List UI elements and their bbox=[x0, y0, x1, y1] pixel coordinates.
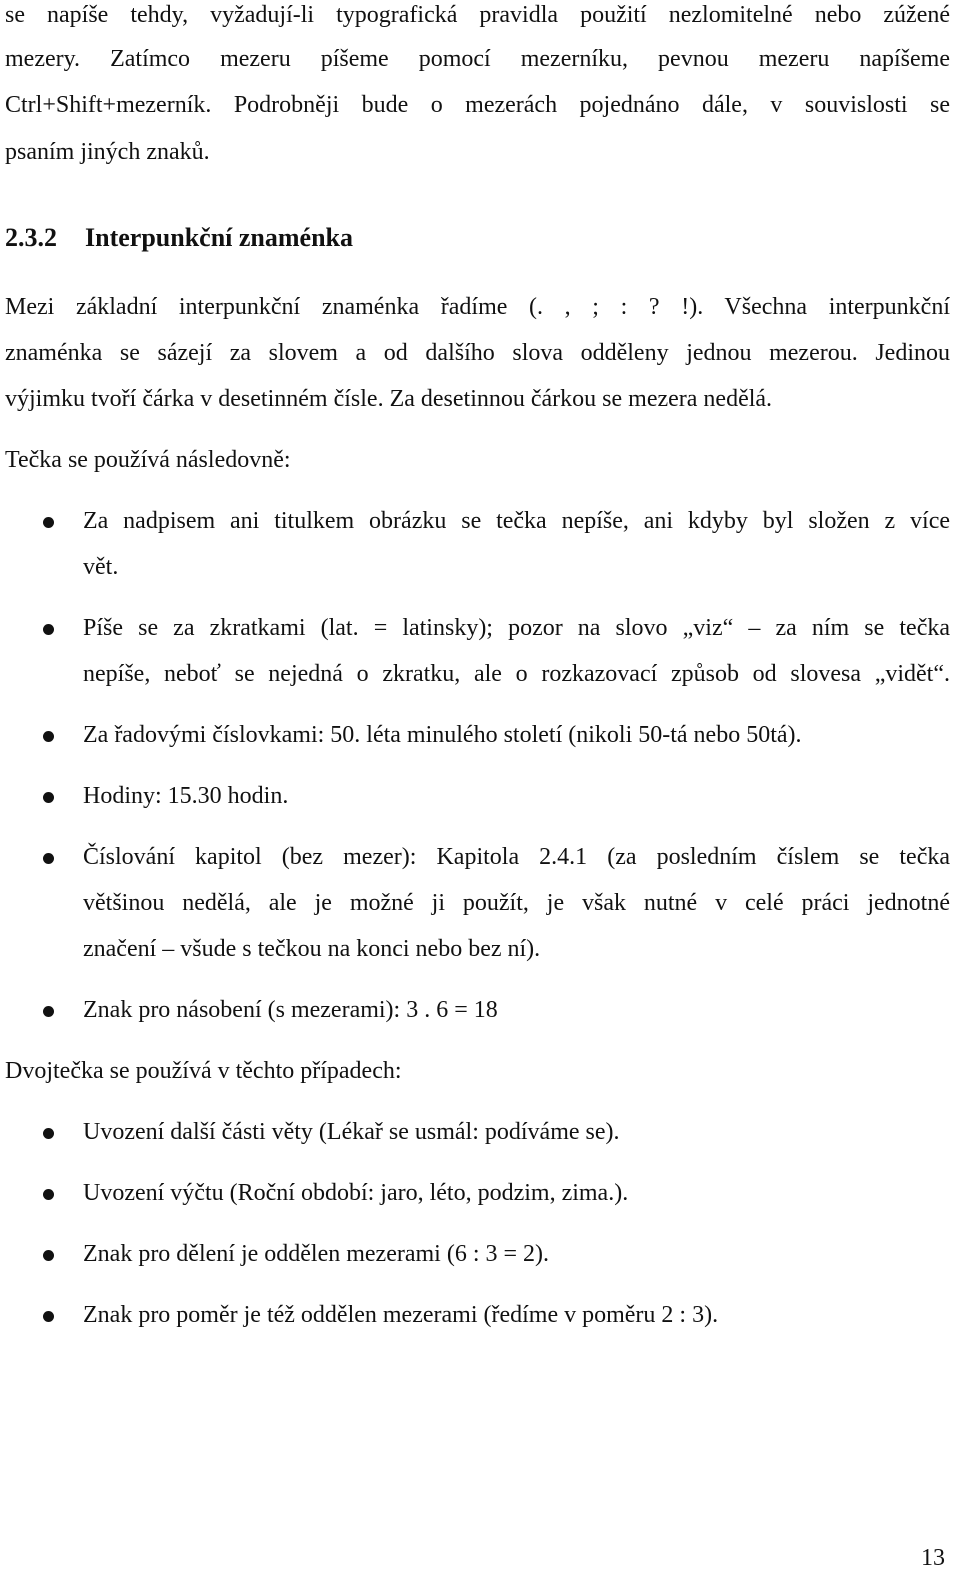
list-item-line: většinou nedělá, ale je možné ji použít, je však nutné v celé práci jednotné bbox=[83, 890, 950, 916]
paragraph-line: mezery. Zatímco mezeru píšeme pomocí mezerníku, pevnou mezeru napíšeme bbox=[5, 46, 950, 72]
paragraph-line: Mezi základní interpunkční znaménka řadíme (. , ; : ? !). Všechna interpunkční bbox=[5, 294, 950, 320]
list-item-line: vět. bbox=[83, 554, 119, 580]
list-item-line: Znak pro násobení (s mezerami): 3 . 6 = 18 bbox=[83, 997, 498, 1023]
bullet-icon bbox=[43, 517, 54, 528]
list-item-line: značení – všude s tečkou na konci nebo bez ní). bbox=[83, 936, 541, 962]
list-intro: Dvojtečka se používá v těchto případech: bbox=[5, 1058, 402, 1084]
section-number: 2.3.2 bbox=[5, 223, 57, 252]
paragraph-line: znaménka se sázejí za slovem a od dalšího slova odděleny jednou mezerou. Jedinou bbox=[5, 340, 950, 366]
bullet-icon bbox=[43, 1006, 54, 1017]
list-item-line: Znak pro poměr je též oddělen mezerami (ředíme v poměru 2 : 3). bbox=[83, 1302, 719, 1328]
list-item-line: nepíše, neboť se nejedná o zkratku, ale o rozkazovací způsob od slovesa „vidět“. bbox=[83, 661, 950, 687]
paragraph-line: se napíše tehdy, vyžadují-li typografická pravidla použití nezlomitelné nebo zúžené bbox=[5, 2, 950, 28]
paragraph-line: psaním jiných znaků. bbox=[5, 139, 210, 165]
section-heading bbox=[5, 222, 353, 254]
bullet-icon bbox=[43, 624, 54, 635]
list-item-line: Uvození výčtu (Roční období: jaro, léto, podzim, zima.). bbox=[83, 1180, 629, 1206]
list-item-line: Za řadovými číslovkami: 50. léta minulého století (nikoli 50-tá nebo 50tá). bbox=[83, 722, 802, 748]
list-intro: Tečka se používá následovně: bbox=[5, 447, 291, 473]
paragraph-line: výjimku tvoří čárka v desetinném čísle. Za desetinnou čárkou se mezera nedělá. bbox=[5, 386, 773, 412]
list-item-line: Za nadpisem ani titulkem obrázku se tečka nepíše, ani kdyby byl složen z více bbox=[83, 508, 950, 534]
bullet-icon bbox=[43, 1311, 54, 1322]
bullet-icon bbox=[43, 1189, 54, 1200]
bullet-icon bbox=[43, 1128, 54, 1139]
bullet-icon bbox=[43, 792, 54, 803]
page-number: 13 bbox=[921, 1545, 945, 1571]
paragraph-line: Ctrl+Shift+mezerník. Podrobněji bude o mezerách pojednáno dále, v souvislosti se bbox=[5, 92, 950, 118]
list-item-line: Píše se za zkratkami (lat. = latinsky); pozor na slovo „viz“ – za ním se tečka bbox=[83, 615, 950, 641]
list-item-line: Uvození další části věty (Lékař se usmál: podíváme se). bbox=[83, 1119, 620, 1145]
bullet-icon bbox=[43, 853, 54, 864]
bullet-icon bbox=[43, 1250, 54, 1261]
list-item-line: Číslování kapitol (bez mezer): Kapitola 2.4.1 (za posledním číslem se tečka bbox=[83, 844, 950, 870]
bullet-icon bbox=[43, 731, 54, 742]
list-item-line: Hodiny: 15.30 hodin. bbox=[83, 783, 289, 809]
section-title: Interpunkční znaménka bbox=[85, 223, 353, 252]
list-item-line: Znak pro dělení je oddělen mezerami (6 : 3 = 2). bbox=[83, 1241, 550, 1267]
